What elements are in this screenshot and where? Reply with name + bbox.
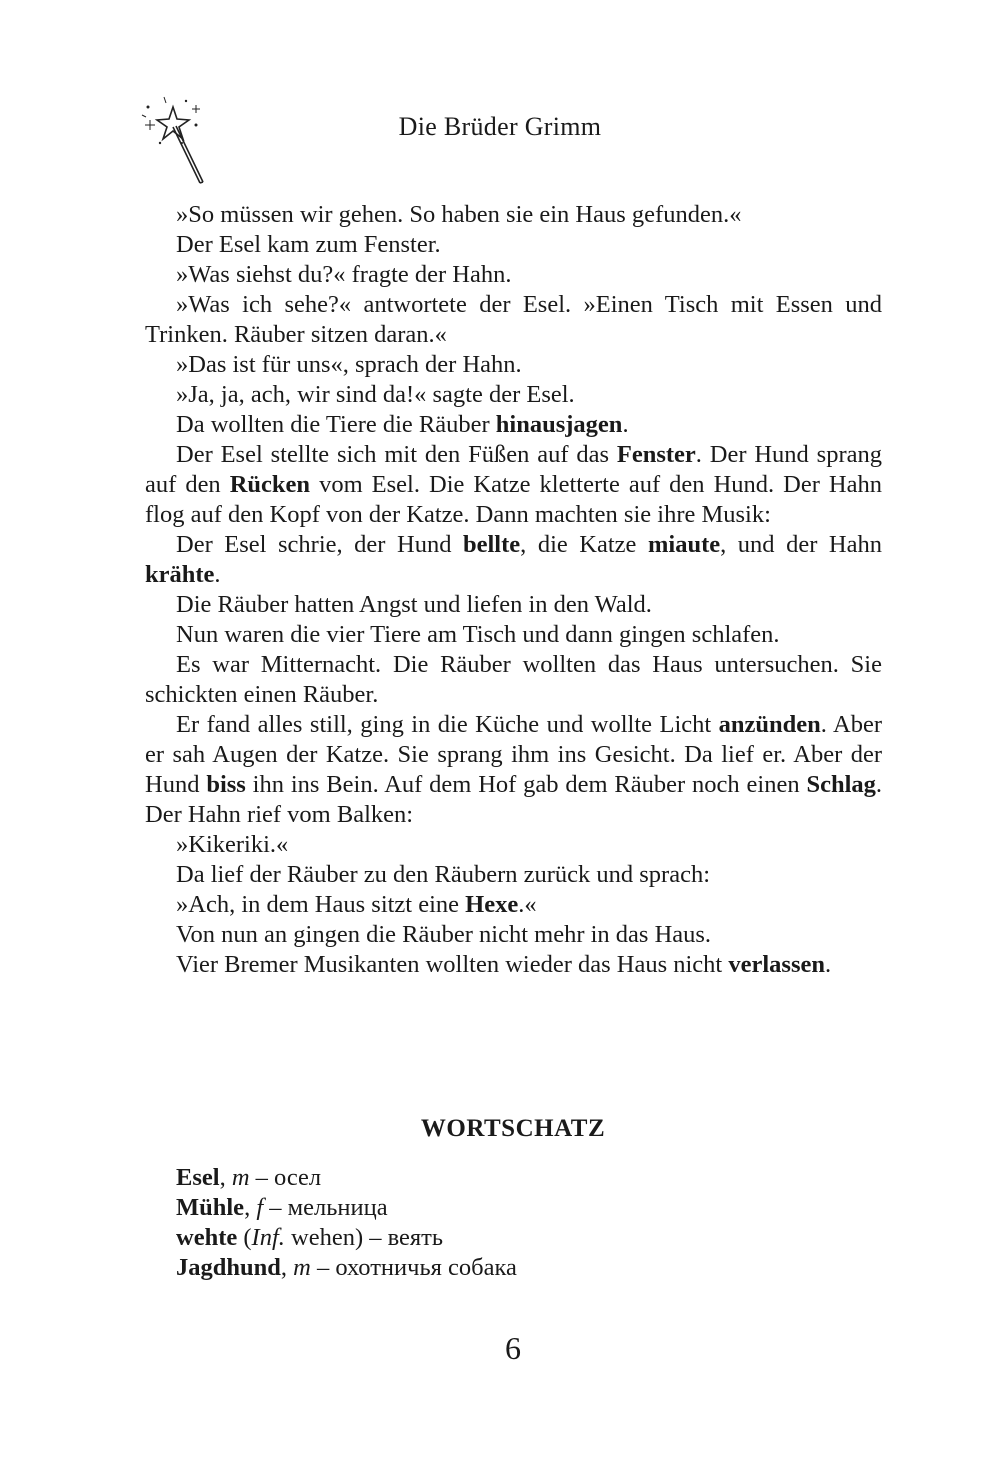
- text-run: »Das ist für uns«, sprach der Hahn.: [176, 351, 522, 378]
- story-paragraph: [145, 230, 882, 260]
- page-number: 6: [505, 1330, 521, 1366]
- bold-term: anzünden: [718, 711, 821, 738]
- vocabulary-entry: [176, 1253, 876, 1283]
- bold-term: hinausjagen: [495, 411, 623, 438]
- text-run: Nun waren die vier Tiere am Tisch und dann gingen schlafen.: [176, 621, 780, 648]
- text-run: – охотничья собака: [310, 1254, 517, 1281]
- story-paragraph: [145, 710, 882, 830]
- text-run: »Was siehst du?« fragte der Hahn.: [176, 261, 512, 288]
- text-run: Der Esel kam zum Fenster.: [176, 231, 441, 258]
- text-run: ihn ins Bein. Auf dem Hof gab dem Räuber noch einen: [245, 771, 807, 798]
- text-run: , und der Hahn: [720, 531, 882, 558]
- text-run: ,: [244, 1194, 257, 1221]
- bold-term: Mühle: [176, 1194, 245, 1221]
- text-run: wehen) – веять: [284, 1224, 444, 1251]
- bold-term: Rücken: [229, 471, 311, 498]
- text-run: vom Esel. Die Katze kletterte auf den Hund. Der Hahn flog auf den Kopf von der Katze. Dann machten sie ihre Musik:: [145, 471, 882, 528]
- text-run: .: [824, 951, 832, 978]
- italic-term: Inf.: [251, 1224, 285, 1251]
- story-paragraph: [145, 860, 882, 890]
- running-head-title: Die Brüder Grimm: [398, 112, 602, 141]
- text-run: Der Esel stellte sich mit den Füßen auf das: [176, 441, 617, 468]
- text-run: »So müssen wir gehen. So haben sie ein Haus gefunden.«: [176, 201, 742, 228]
- text-run: »Was ich sehe?« antwortete der Esel. »Einen Tisch mit Essen und Trinken. Räuber sitzen daran.«: [145, 291, 882, 348]
- vocabulary-title: WORTSCHATZ: [420, 1115, 606, 1142]
- text-run: . Aber er sah Augen der Katze. Sie sprang ihm ins Gesicht. Da lief er. Aber der Hund: [145, 711, 883, 798]
- text-run: . Der Hund sprang auf den: [145, 441, 882, 498]
- text-run: .: [622, 411, 629, 438]
- text-run: »Kikeriki.«: [176, 831, 289, 858]
- story-paragraph: [145, 410, 882, 440]
- vocabulary-entry: [176, 1163, 876, 1193]
- bold-term: Schlag: [806, 771, 876, 798]
- text-run: Die Räuber hatten Angst und liefen in den Wald.: [176, 591, 652, 618]
- text-run: – мельница: [263, 1194, 388, 1221]
- story-paragraph: [145, 380, 882, 410]
- vocabulary-list: [176, 1163, 876, 1283]
- text-run: . Der Hahn rief vom Balken:: [145, 771, 883, 828]
- text-run: .: [214, 561, 221, 588]
- story-paragraph: [145, 350, 882, 380]
- story-paragraph: [145, 920, 882, 950]
- story-paragraph: [145, 440, 882, 530]
- bold-term: verlassen: [728, 951, 825, 978]
- bold-term: krähte: [145, 561, 215, 588]
- text-run: Vier Bremer Musikanten wollten wieder das Haus nicht: [176, 951, 729, 978]
- text-run: Er fand alles still, ging in die Küche und wollte Licht: [176, 711, 719, 738]
- italic-term: m: [231, 1164, 250, 1191]
- bold-term: miaute: [647, 531, 721, 558]
- bold-term: biss: [206, 771, 246, 798]
- bold-term: wehte: [176, 1224, 238, 1251]
- text-run: Da lief der Räuber zu den Räubern zurück und sprach:: [176, 861, 711, 888]
- story-paragraph: [145, 530, 882, 590]
- story-paragraph: [145, 260, 882, 290]
- story-paragraph: [145, 890, 882, 920]
- text-run: »Ja, ja, ach, wir sind da!« sagte der Esel.: [176, 381, 575, 408]
- text-run: ,: [280, 1254, 294, 1281]
- text-run: Da wollten die Tiere die Räuber: [176, 411, 496, 438]
- italic-term: m: [293, 1254, 311, 1281]
- bold-term: Esel: [176, 1164, 220, 1191]
- story-paragraph: [145, 830, 882, 860]
- story-paragraph: [145, 290, 882, 350]
- text-run: Der Esel schrie, der Hund: [176, 531, 463, 558]
- bold-term: bellte: [463, 531, 521, 558]
- magic-wand-icon: [140, 95, 210, 190]
- bold-term: Fenster: [616, 441, 696, 468]
- text-run: Es war Mitternacht. Die Räuber wollten das Haus untersuchen. Sie schickten einen Räuber.: [145, 651, 882, 708]
- story-paragraph: [145, 200, 882, 230]
- text-run: .«: [518, 891, 537, 918]
- story-paragraph: [145, 950, 882, 980]
- story-paragraph: [145, 650, 882, 710]
- story-paragraph: [145, 620, 882, 650]
- text-run: Von nun an gingen die Räuber nicht mehr in das Haus.: [176, 921, 712, 948]
- text-run: , die Katze: [520, 531, 648, 558]
- vocabulary-entry: [176, 1223, 876, 1253]
- text-run: ,: [219, 1164, 232, 1191]
- story-text: [145, 200, 882, 980]
- bold-term: Jagdhund: [176, 1254, 281, 1281]
- bold-term: Hexe: [465, 891, 519, 918]
- vocabulary-entry: [176, 1193, 876, 1223]
- story-paragraph: [145, 590, 882, 620]
- text-run: – осел: [249, 1164, 322, 1191]
- text-run: »Ach, in dem Haus sitzt eine: [176, 891, 466, 918]
- text-run: (: [237, 1224, 252, 1251]
- italic-term: f: [256, 1194, 264, 1221]
